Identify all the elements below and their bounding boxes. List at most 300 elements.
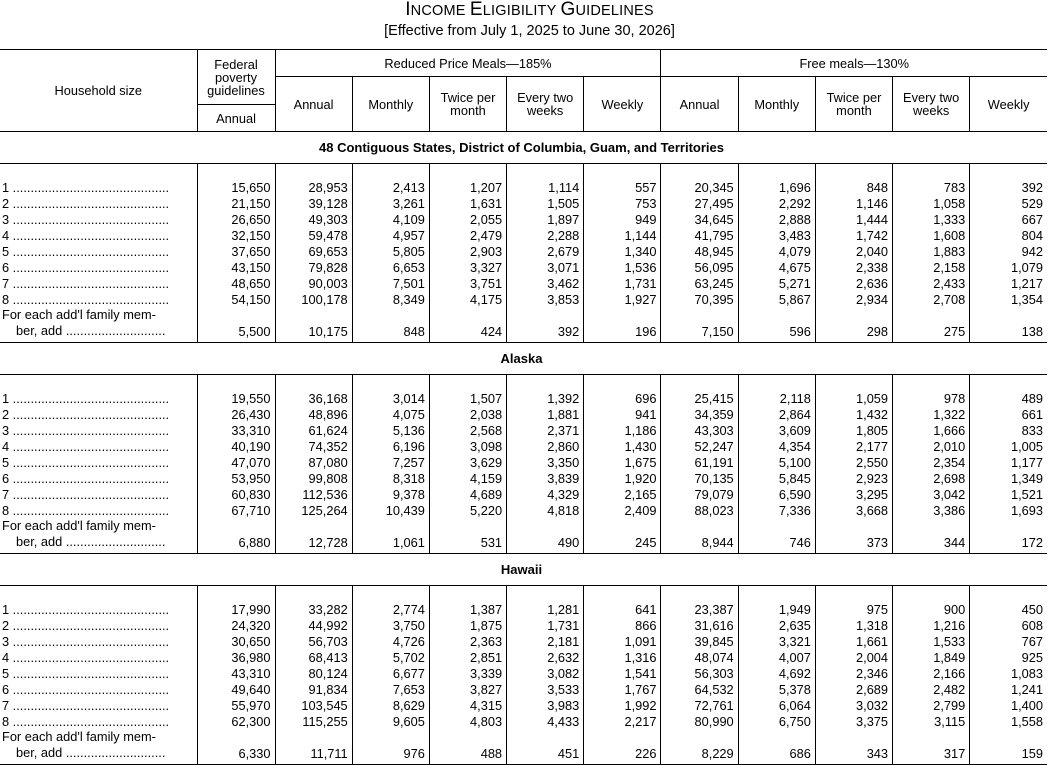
household-size-value: 1 (2, 390, 10, 406)
household-size-value: 3 (2, 211, 10, 227)
value-cell: 1,533 (893, 633, 970, 649)
value-cell: 1,696 (738, 179, 815, 195)
spacer-cell (429, 375, 506, 391)
spacer-cell (970, 164, 1047, 180)
household-size-value: 5 (2, 454, 10, 470)
value-cell: 833 (970, 422, 1047, 438)
value-cell: 2,055 (429, 211, 506, 227)
value-cell: 557 (584, 179, 661, 195)
value-cell: 1,146 (815, 195, 892, 211)
value-cell: 52,247 (661, 438, 738, 454)
value-cell: 2,851 (429, 649, 506, 665)
value-cell: 32,150 (197, 227, 275, 243)
value-cell: 3,350 (507, 454, 584, 470)
value-cell: 53,950 (197, 470, 275, 486)
additional-member-label (0, 518, 197, 554)
table-row (0, 259, 1047, 275)
spacer-row (0, 586, 1047, 602)
value-cell: 59,478 (275, 227, 352, 243)
value-cell: 6,653 (352, 259, 429, 275)
additional-member-label-line2 (2, 534, 193, 550)
value-cell: 172 (970, 518, 1047, 554)
value-cell: 2,636 (815, 275, 892, 291)
leader-dots: ............................................ (9, 195, 170, 211)
value-cell: 40,190 (197, 438, 275, 454)
value-cell: 3,032 (815, 697, 892, 713)
value-cell: 1,731 (507, 617, 584, 633)
leader-dots: ............................................ (9, 697, 170, 713)
value-cell: 4,007 (738, 649, 815, 665)
value-cell: 5,702 (352, 649, 429, 665)
household-size-cell (0, 390, 197, 406)
value-cell: 56,095 (661, 259, 738, 275)
value-cell: 2,177 (815, 438, 892, 454)
value-cell: 80,990 (661, 713, 738, 729)
spacer-cell (507, 586, 584, 602)
spacer-cell (661, 586, 738, 602)
household-size-value: 2 (2, 406, 10, 422)
value-cell: 1,061 (352, 518, 429, 554)
value-cell: 3,115 (893, 713, 970, 729)
value-cell: 696 (584, 390, 661, 406)
value-cell: 26,650 (197, 211, 275, 227)
value-cell: 2,860 (507, 438, 584, 454)
value-cell: 1,318 (815, 617, 892, 633)
value-cell: 69,653 (275, 243, 352, 259)
leader-dots: ............................................ (9, 617, 170, 633)
value-cell: 48,945 (661, 243, 738, 259)
value-cell: 1,059 (815, 390, 892, 406)
value-cell: 37,650 (197, 243, 275, 259)
household-size-cell (0, 665, 197, 681)
spacer-cell (738, 375, 815, 391)
value-cell: 4,354 (738, 438, 815, 454)
value-cell: 1,177 (970, 454, 1047, 470)
value-cell: 1,927 (584, 291, 661, 307)
value-cell: 1,387 (429, 601, 506, 617)
additional-member-label-line1: For each add'l family mem- (2, 518, 156, 533)
value-cell: 1,316 (584, 649, 661, 665)
free-annual-header: Annual (661, 77, 738, 132)
value-cell: 392 (970, 179, 1047, 195)
value-cell: 34,359 (661, 406, 738, 422)
value-cell: 2,479 (429, 227, 506, 243)
value-cell: 49,640 (197, 681, 275, 697)
spacer-cell (275, 375, 352, 391)
section-title: 48 Contiguous States, District of Columbia, Guam, and Territories (0, 132, 1047, 164)
value-cell: 1,333 (893, 211, 970, 227)
value-cell: 900 (893, 601, 970, 617)
additional-member-label (0, 729, 197, 765)
value-cell: 62,300 (197, 713, 275, 729)
value-cell: 80,124 (275, 665, 352, 681)
household-size-value: 4 (2, 438, 10, 454)
leader-dots: ............................................ (9, 259, 170, 275)
value-cell: 1,875 (429, 617, 506, 633)
value-cell: 79,079 (661, 486, 738, 502)
value-cell: 7,501 (352, 275, 429, 291)
spacer-cell (197, 375, 275, 391)
household-size-cell (0, 649, 197, 665)
free-every-two-header: Every two weeks (893, 77, 970, 132)
spacer-cell (584, 586, 661, 602)
value-cell: 2,934 (815, 291, 892, 307)
value-cell: 1,558 (970, 713, 1047, 729)
value-cell: 1,767 (584, 681, 661, 697)
value-cell: 1,731 (584, 275, 661, 291)
value-cell: 3,375 (815, 713, 892, 729)
household-size-value: 8 (2, 502, 10, 518)
section-header-row (0, 554, 1047, 586)
table-row (0, 713, 1047, 729)
leader-dots: ............................................ (9, 486, 170, 502)
page-subtitle: [Effective from July 1, 2025 to June 30, 2026] (384, 23, 675, 39)
value-cell: 489 (970, 390, 1047, 406)
value-cell: 91,834 (275, 681, 352, 697)
value-cell: 1,281 (507, 601, 584, 617)
additional-member-row (0, 729, 1047, 765)
value-cell: 12,728 (275, 518, 352, 554)
value-cell: 55,970 (197, 697, 275, 713)
value-cell: 344 (893, 518, 970, 554)
value-cell: 4,329 (507, 486, 584, 502)
value-cell: 5,100 (738, 454, 815, 470)
value-cell: 6,677 (352, 665, 429, 681)
household-size-cell (0, 243, 197, 259)
value-cell: 4,109 (352, 211, 429, 227)
household-size-value: 1 (2, 179, 10, 195)
table-row (0, 601, 1047, 617)
value-cell: 112,536 (275, 486, 352, 502)
spacer-cell (352, 375, 429, 391)
free-twice-header: Twice per month (815, 77, 892, 132)
additional-member-label (0, 307, 197, 343)
value-cell: 88,023 (661, 502, 738, 518)
value-cell: 4,692 (738, 665, 815, 681)
value-cell: 2,799 (893, 697, 970, 713)
additional-member-row (0, 307, 1047, 343)
value-cell: 2,635 (738, 617, 815, 633)
value-cell: 373 (815, 518, 892, 554)
household-size-cell (0, 617, 197, 633)
household-size-value: 5 (2, 243, 10, 259)
household-size-value: 2 (2, 617, 10, 633)
value-cell: 2,363 (429, 633, 506, 649)
value-cell: 2,010 (893, 438, 970, 454)
spacer-cell (738, 586, 815, 602)
value-cell: 54,150 (197, 291, 275, 307)
reduced-weekly-header: Weekly (584, 77, 661, 132)
table-body (0, 132, 1047, 765)
household-size-cell (0, 470, 197, 486)
spacer-cell (197, 586, 275, 602)
table-row (0, 291, 1047, 307)
spacer-cell (584, 375, 661, 391)
value-cell: 1,742 (815, 227, 892, 243)
value-cell: 90,003 (275, 275, 352, 291)
household-size-value: 2 (2, 195, 10, 211)
spacer-cell (970, 586, 1047, 602)
value-cell: 60,830 (197, 486, 275, 502)
value-cell: 746 (738, 518, 815, 554)
value-cell: 8,349 (352, 291, 429, 307)
value-cell: 1,207 (429, 179, 506, 195)
household-size-value: 6 (2, 259, 10, 275)
household-size-cell (0, 502, 197, 518)
section-title: Hawaii (0, 554, 1047, 586)
household-size-cell (0, 713, 197, 729)
value-cell: 1,354 (970, 291, 1047, 307)
spacer-row (0, 375, 1047, 391)
value-cell: 2,923 (815, 470, 892, 486)
value-cell: 70,395 (661, 291, 738, 307)
value-cell: 848 (352, 307, 429, 343)
household-size-cell (0, 406, 197, 422)
free-weekly-header: Weekly (970, 77, 1047, 132)
table-row (0, 275, 1047, 291)
leader-dots: ............................................ (9, 227, 170, 243)
value-cell: 1,186 (584, 422, 661, 438)
free-monthly-header: Monthly (738, 77, 815, 132)
value-cell: 61,624 (275, 422, 352, 438)
spacer-cell (661, 375, 738, 391)
value-cell: 1,430 (584, 438, 661, 454)
additional-member-label-line2 (2, 323, 193, 339)
spacer-cell (352, 586, 429, 602)
value-cell: 56,303 (661, 665, 738, 681)
section-title: Alaska (0, 343, 1047, 375)
value-cell: 2,433 (893, 275, 970, 291)
value-cell: 450 (970, 601, 1047, 617)
value-cell: 5,867 (738, 291, 815, 307)
value-cell: 2,689 (815, 681, 892, 697)
value-cell: 298 (815, 307, 892, 343)
value-cell: 1,079 (970, 259, 1047, 275)
value-cell: 3,295 (815, 486, 892, 502)
value-cell: 1,608 (893, 227, 970, 243)
value-cell: 2,288 (507, 227, 584, 243)
value-cell: 6,196 (352, 438, 429, 454)
value-cell: 4,803 (429, 713, 506, 729)
value-cell: 3,042 (893, 486, 970, 502)
leader-dots: ............................................ (9, 601, 170, 617)
household-size-value: 7 (2, 275, 10, 291)
value-cell: 31,616 (661, 617, 738, 633)
value-cell: 2,774 (352, 601, 429, 617)
table-row (0, 243, 1047, 259)
value-cell: 125,264 (275, 502, 352, 518)
value-cell: 1,058 (893, 195, 970, 211)
value-cell: 11,711 (275, 729, 352, 765)
spacer-cell (275, 164, 352, 180)
value-cell: 8,229 (661, 729, 738, 765)
value-cell: 6,590 (738, 486, 815, 502)
value-cell: 3,827 (429, 681, 506, 697)
value-cell: 87,080 (275, 454, 352, 470)
household-size-cell (0, 179, 197, 195)
value-cell: 3,609 (738, 422, 815, 438)
table-row (0, 681, 1047, 697)
value-cell: 26,430 (197, 406, 275, 422)
value-cell: 5,500 (197, 307, 275, 343)
household-size-cell (0, 291, 197, 307)
value-cell: 1,521 (970, 486, 1047, 502)
value-cell: 608 (970, 617, 1047, 633)
household-size-value: 5 (2, 665, 10, 681)
value-cell: 4,957 (352, 227, 429, 243)
value-cell: 138 (970, 307, 1047, 343)
household-size-cell (0, 697, 197, 713)
value-cell: 2,165 (584, 486, 661, 502)
eligibility-table (0, 49, 1047, 765)
value-cell: 5,220 (429, 502, 506, 518)
value-cell: 1,217 (970, 275, 1047, 291)
value-cell: 753 (584, 195, 661, 211)
value-cell: 21,150 (197, 195, 275, 211)
household-size-cell (0, 259, 197, 275)
value-cell: 3,098 (429, 438, 506, 454)
value-cell: 20,345 (661, 179, 738, 195)
section-header-row (0, 343, 1047, 375)
household-size-cell (0, 681, 197, 697)
leader-dots: ............................ (62, 534, 166, 549)
value-cell: 28,953 (275, 179, 352, 195)
value-cell: 2,217 (584, 713, 661, 729)
reduced-annual-header: Annual (275, 77, 352, 132)
value-cell: 2,118 (738, 390, 815, 406)
value-cell: 39,845 (661, 633, 738, 649)
value-cell: 36,980 (197, 649, 275, 665)
value-cell: 4,726 (352, 633, 429, 649)
value-cell: 392 (507, 307, 584, 343)
value-cell: 48,650 (197, 275, 275, 291)
spacer-cell (429, 164, 506, 180)
value-cell: 3,983 (507, 697, 584, 713)
additional-member-label-text: ber, add (16, 534, 63, 549)
value-cell: 63,245 (661, 275, 738, 291)
value-cell: 25,415 (661, 390, 738, 406)
additional-member-label-text: ber, add (16, 745, 63, 760)
value-cell: 1,505 (507, 195, 584, 211)
value-cell: 848 (815, 179, 892, 195)
leader-dots: ............................................ (9, 713, 170, 729)
value-cell: 100,178 (275, 291, 352, 307)
household-size-cell (0, 438, 197, 454)
value-cell: 1,661 (815, 633, 892, 649)
value-cell: 4,079 (738, 243, 815, 259)
leader-dots: ............................................ (9, 275, 170, 291)
value-cell: 1,400 (970, 697, 1047, 713)
leader-dots: ............................................ (9, 665, 170, 681)
value-cell: 3,839 (507, 470, 584, 486)
value-cell: 19,550 (197, 390, 275, 406)
household-size-value: 1 (2, 601, 10, 617)
value-cell: 48,896 (275, 406, 352, 422)
value-cell: 3,261 (352, 195, 429, 211)
reduced-twice-header: Twice per month (429, 77, 506, 132)
value-cell: 6,330 (197, 729, 275, 765)
value-cell: 975 (815, 601, 892, 617)
federal-annual-header: Annual (197, 105, 275, 132)
household-size-cell (0, 601, 197, 617)
table-row (0, 438, 1047, 454)
value-cell: 1,241 (970, 681, 1047, 697)
value-cell: 531 (429, 518, 506, 554)
value-cell: 1,144 (584, 227, 661, 243)
value-cell: 4,315 (429, 697, 506, 713)
value-cell: 3,327 (429, 259, 506, 275)
value-cell: 767 (970, 633, 1047, 649)
value-cell: 1,992 (584, 697, 661, 713)
additional-member-label-line1: For each add'l family mem- (2, 307, 156, 322)
spacer-cell (197, 164, 275, 180)
value-cell: 2,040 (815, 243, 892, 259)
value-cell: 1,392 (507, 390, 584, 406)
value-cell: 43,303 (661, 422, 738, 438)
value-cell: 2,338 (815, 259, 892, 275)
value-cell: 529 (970, 195, 1047, 211)
federal-poverty-header: Federal poverty guidelines (197, 50, 275, 105)
value-cell: 424 (429, 307, 506, 343)
value-cell: 103,545 (275, 697, 352, 713)
value-cell: 72,761 (661, 697, 738, 713)
value-cell: 661 (970, 406, 1047, 422)
household-size-value: 8 (2, 291, 10, 307)
additional-member-label-line1: For each add'l family mem- (2, 729, 156, 744)
value-cell: 99,808 (275, 470, 352, 486)
leader-dots: ............................ (62, 323, 166, 338)
value-cell: 1,881 (507, 406, 584, 422)
value-cell: 8,629 (352, 697, 429, 713)
value-cell: 941 (584, 406, 661, 422)
value-cell: 976 (352, 729, 429, 765)
leader-dots: ............................................ (9, 211, 170, 227)
household-size-cell (0, 275, 197, 291)
value-cell: 3,750 (352, 617, 429, 633)
value-cell: 5,136 (352, 422, 429, 438)
value-cell: 2,004 (815, 649, 892, 665)
table-row (0, 470, 1047, 486)
value-cell: 159 (970, 729, 1047, 765)
free-meals-header: Free meals—130% (661, 50, 1047, 77)
reduced-monthly-header: Monthly (352, 77, 429, 132)
leader-dots: ............................................ (9, 406, 170, 422)
value-cell: 9,378 (352, 486, 429, 502)
leader-dots: ............................ (62, 745, 166, 760)
value-cell: 43,310 (197, 665, 275, 681)
table-row (0, 211, 1047, 227)
value-cell: 34,645 (661, 211, 738, 227)
value-cell: 79,828 (275, 259, 352, 275)
value-cell: 245 (584, 518, 661, 554)
reduced-every-two-header: Every two weeks (507, 77, 584, 132)
value-cell: 3,483 (738, 227, 815, 243)
value-cell: 6,064 (738, 697, 815, 713)
spacer-cell (738, 164, 815, 180)
leader-dots: ............................................ (9, 243, 170, 259)
table-row (0, 697, 1047, 713)
value-cell: 1,631 (429, 195, 506, 211)
value-cell: 6,750 (738, 713, 815, 729)
household-size-cell (0, 422, 197, 438)
household-size-value: 4 (2, 227, 10, 243)
value-cell: 1,340 (584, 243, 661, 259)
value-cell: 2,346 (815, 665, 892, 681)
household-size-cell (0, 486, 197, 502)
value-cell: 49,303 (275, 211, 352, 227)
value-cell: 1,693 (970, 502, 1047, 518)
value-cell: 5,378 (738, 681, 815, 697)
